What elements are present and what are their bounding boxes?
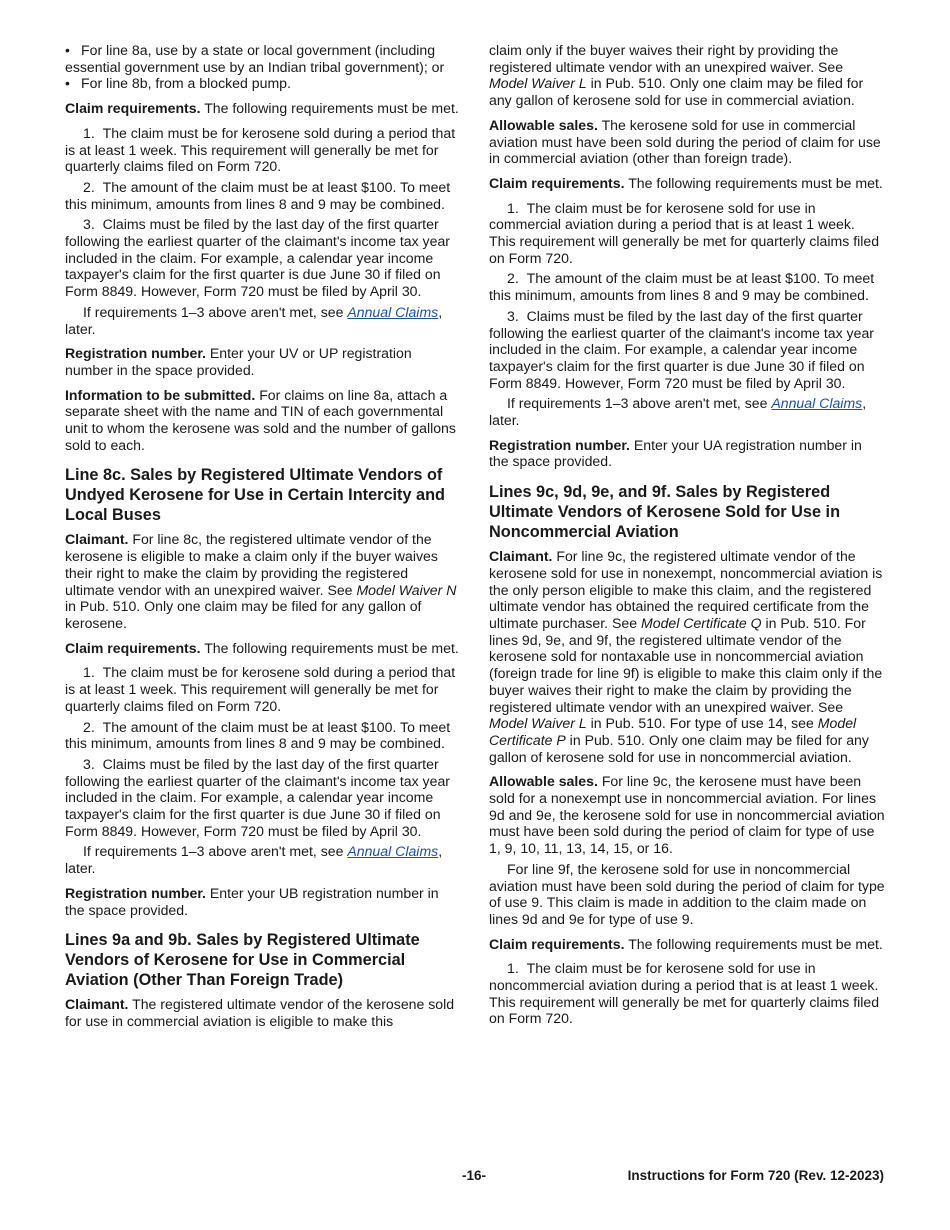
- run-in-heading: Claimant.: [65, 531, 129, 548]
- section-heading-lines-9a-9b: Lines 9a and 9b. Sales by Registered Ultimate Vendors of Kerosene for Use in Commercial Aviation (Other Than Foreign Trade): [65, 931, 420, 990]
- run-in-heading: Claim requirements.: [489, 174, 625, 191]
- paragraph-text: in Pub. 510. Only one claim may be filed for any gallon of kerosene sold for use in commercial aviation.: [489, 75, 864, 109]
- paragraph-text: For claims on line 8a, attach a separate sheet with the name and TIN of each governmental unit to whom the kerosene was sold and the number of gallons sold to each.: [65, 386, 456, 453]
- requirement-item: 1. The claim must be for kerosene sold for use in noncommercial aviation during a period that is at least 1 week. This requirement will generally be met for quarterly claims filed on Form 720.: [489, 960, 880, 1027]
- claimant-para: [489, 548, 885, 765]
- registration-number-para: [489, 437, 885, 470]
- run-in-heading: Registration number.: [65, 345, 206, 362]
- claim-requirements-para: [489, 175, 885, 192]
- claim-requirements-para: [489, 936, 885, 953]
- section-heading-line-8c: Line 8c. Sales by Registered Ultimate Vendors of Undyed Kerosene for Use in Certain Intercity and Local Buses: [65, 466, 445, 525]
- right-column: [489, 42, 885, 1031]
- paragraph-text: The kerosene sold for use in commercial aviation must have been sold during the period of claim for use in commercial aviation (other than foreign trade).: [489, 116, 881, 167]
- paragraph-text: The registered ultimate vendor of the kerosene sold for use in commercial aviation is eligible to make this: [65, 996, 455, 1029]
- run-in-heading: Claim requirements.: [65, 639, 201, 656]
- ref-text: , later.: [65, 843, 443, 877]
- allowable-sales-para: [489, 117, 885, 167]
- run-in-heading: Allowable sales.: [489, 773, 598, 790]
- run-in-heading: Information to be submitted.: [65, 386, 256, 403]
- ref-text: If requirements 1–3 above aren't met, see: [507, 395, 772, 412]
- line-9f-para: For line 9f, the kerosene sold for use in noncommercial aviation must have been sold during the period of claim for type of use 9. This claim is made in addition to the claim made on lines 9d and 9e for type of use 9.: [489, 860, 885, 927]
- claim-requirements-para: [65, 640, 461, 657]
- requirement-item: 2. The amount of the claim must be at least $100. To meet this minimum, amounts from lines 8 and 9 may be combined.: [65, 178, 451, 212]
- requirement-item: 1. The claim must be for kerosene sold during a period that is at least 1 week. This requirement will generally be met for quarterly claims filed on Form 720.: [65, 664, 456, 714]
- bullet-icon: •: [65, 42, 70, 58]
- model-waiver-ref: Model Waiver L: [489, 75, 587, 92]
- paragraph-text: in Pub. 510. For type of use 14, see: [586, 715, 818, 732]
- annual-claims-link[interactable]: Annual Claims: [347, 843, 439, 860]
- claimant-para: [65, 531, 461, 631]
- paragraph-text: Enter your UV or UP registration number in the space provided.: [65, 345, 412, 378]
- ref-text: , later.: [65, 303, 443, 337]
- ref-text: , later.: [489, 395, 867, 429]
- claim-requirements-para: [65, 100, 461, 117]
- paragraph-text: The following requirements must be met.: [204, 639, 459, 656]
- bullet-icon: •: [65, 75, 70, 92]
- model-certificate-ref: Model Certificate Q: [640, 614, 762, 631]
- requirement-item: 2. The amount of the claim must be at least $100. To meet this minimum, amounts from lines 8 and 9 may be combined.: [489, 270, 875, 304]
- annual-claims-ref: [65, 843, 461, 876]
- information-submitted-para: [65, 387, 461, 454]
- bullet-text: For line 8b, from a blocked pump.: [81, 75, 291, 92]
- run-in-heading: Registration number.: [489, 436, 630, 453]
- document-title: Instructions for Form 720 (Rev. 12-2023): [627, 1168, 884, 1183]
- bullet-item: [65, 75, 461, 92]
- model-waiver-ref: Model Waiver N: [356, 581, 457, 598]
- paragraph-text: For line 8c, the registered ultimate vendor of the kerosene is eligible to make a claim only if the buyer waives their right to make the claim by providing the registered ultimate vendor with an unexpired waiver. See: [65, 531, 438, 598]
- paragraph-text: Enter your UB registration number in the space provided.: [65, 884, 439, 918]
- paragraph-text: in Pub. 510. For lines 9d, 9e, and 9f, the registered ultimate vendor of the kerosene sold for nontaxable use in noncommercial aviation (foreign trade for line 9f) is eligible to make this claim only if the buyer waives their right to make the claim by providing the registered ultimate vendor with an unexpired waiver. See: [489, 614, 883, 715]
- requirement-item: 3. Claims must be filed by the last day of the first quarter following the earliest quarter of the claimant's income tax year included in the claim. For example, a calendar year income taxpayer's claim for the first quarter is due June 30 if filed on Form 8849. However, Form 720 must be filed by April 30.: [489, 307, 874, 391]
- run-in-heading: Registration number.: [65, 884, 206, 901]
- run-in-heading: Claim requirements.: [489, 935, 625, 952]
- run-in-heading: Claimant.: [489, 548, 553, 565]
- page-number: -16-: [462, 1168, 487, 1183]
- annual-claims-link[interactable]: Annual Claims: [771, 395, 863, 412]
- annual-claims-ref: [65, 304, 461, 337]
- paragraph-text: The following requirements must be met.: [204, 100, 459, 117]
- paragraph-text: in Pub. 510. Only one claim may be filed for any gallon of kerosene sold for use in noncommercial aviation.: [489, 731, 869, 765]
- model-waiver-ref: Model Waiver L: [489, 715, 587, 732]
- section-heading-lines-9c-9f: Lines 9c, 9d, 9e, and 9f. Sales by Registered Ultimate Vendors of Kerosene Sold for Use in Noncommercial Aviation: [489, 483, 841, 542]
- bullet-item: [65, 42, 461, 75]
- model-certificate-ref: Model Certificate P: [489, 715, 857, 748]
- requirement-item: 3. Claims must be filed by the last day of the first quarter following the earliest quarter of the claimant's income tax year included in the claim. For example, a calendar year income taxpayer's claim for the first quarter is due June 30 if filed on Form 8849. However, Form 720 must be filed by April 30.: [65, 216, 450, 300]
- registration-number-para: [65, 885, 461, 918]
- paragraph-text: For line 9c, the kerosene must have been sold for a nonexempt use in noncommercial aviation. For lines 9d and 9e, the kerosene sold for use in noncommercial aviation must have been sold during the period of claim for type of use 1, 9, 10, 11, 13, 14, 15, or 16.: [489, 773, 885, 857]
- requirement-item: 1. The claim must be for kerosene sold for use in commercial aviation during a period that is at least 1 week. This requirement will generally be met for quarterly claims filed on Form 720.: [489, 199, 880, 266]
- requirement-item: 2. The amount of the claim must be at least $100. To meet this minimum, amounts from lines 8 and 9 may be combined.: [65, 718, 451, 752]
- paragraph-text: For line 9c, the registered ultimate vendor of the kerosene sold for use in nonexempt, noncommercial aviation is the only person eligible to make this claim, and the registered ultimate vendor has obtained the required certificate from the ultimate purchaser. See: [489, 548, 883, 631]
- ref-text: If requirements 1–3 above aren't met, see: [83, 843, 348, 860]
- allowable-sales-para: [489, 773, 885, 857]
- claimant-continued-para: [489, 42, 885, 109]
- claimant-para: [65, 996, 461, 1029]
- requirement-item: 1. The claim must be for kerosene sold during a period that is at least 1 week. This requirement will generally be met for quarterly claims filed on Form 720.: [65, 124, 456, 175]
- annual-claims-link[interactable]: Annual Claims: [347, 303, 439, 320]
- run-in-heading: Claim requirements.: [65, 100, 201, 117]
- run-in-heading: Claimant.: [65, 996, 129, 1013]
- run-in-heading: Allowable sales.: [489, 116, 598, 133]
- registration-number-para: [65, 345, 461, 378]
- paragraph-text: in Pub. 510. Only one claim may be filed for any gallon of kerosene.: [65, 598, 422, 631]
- ref-text: If requirements 1–3 above aren't met, see: [83, 303, 348, 320]
- requirement-item: 3. Claims must be filed by the last day of the first quarter following the earliest quarter of the claimant's income tax year included in the claim. For example, a calendar year income taxpayer's claim for the first quarter is due June 30 if filed on Form 8849. However, Form 720 must be filed by April 30.: [65, 755, 450, 839]
- paragraph-text: The following requirements must be met.: [628, 935, 883, 952]
- paragraph-text: The following requirements must be met.: [628, 174, 883, 191]
- bullet-text: For line 8a, use by a state or local government (including essential government use by an Indian tribal government); or: [65, 42, 445, 75]
- paragraph-text: Enter your UA registration number in the space provided.: [489, 436, 862, 470]
- annual-claims-ref: [489, 395, 885, 428]
- paragraph-text: claim only if the buyer waives their right by providing the registered ultimate vendor with an unexpired waiver. See: [489, 42, 844, 75]
- left-column: [65, 42, 461, 1038]
